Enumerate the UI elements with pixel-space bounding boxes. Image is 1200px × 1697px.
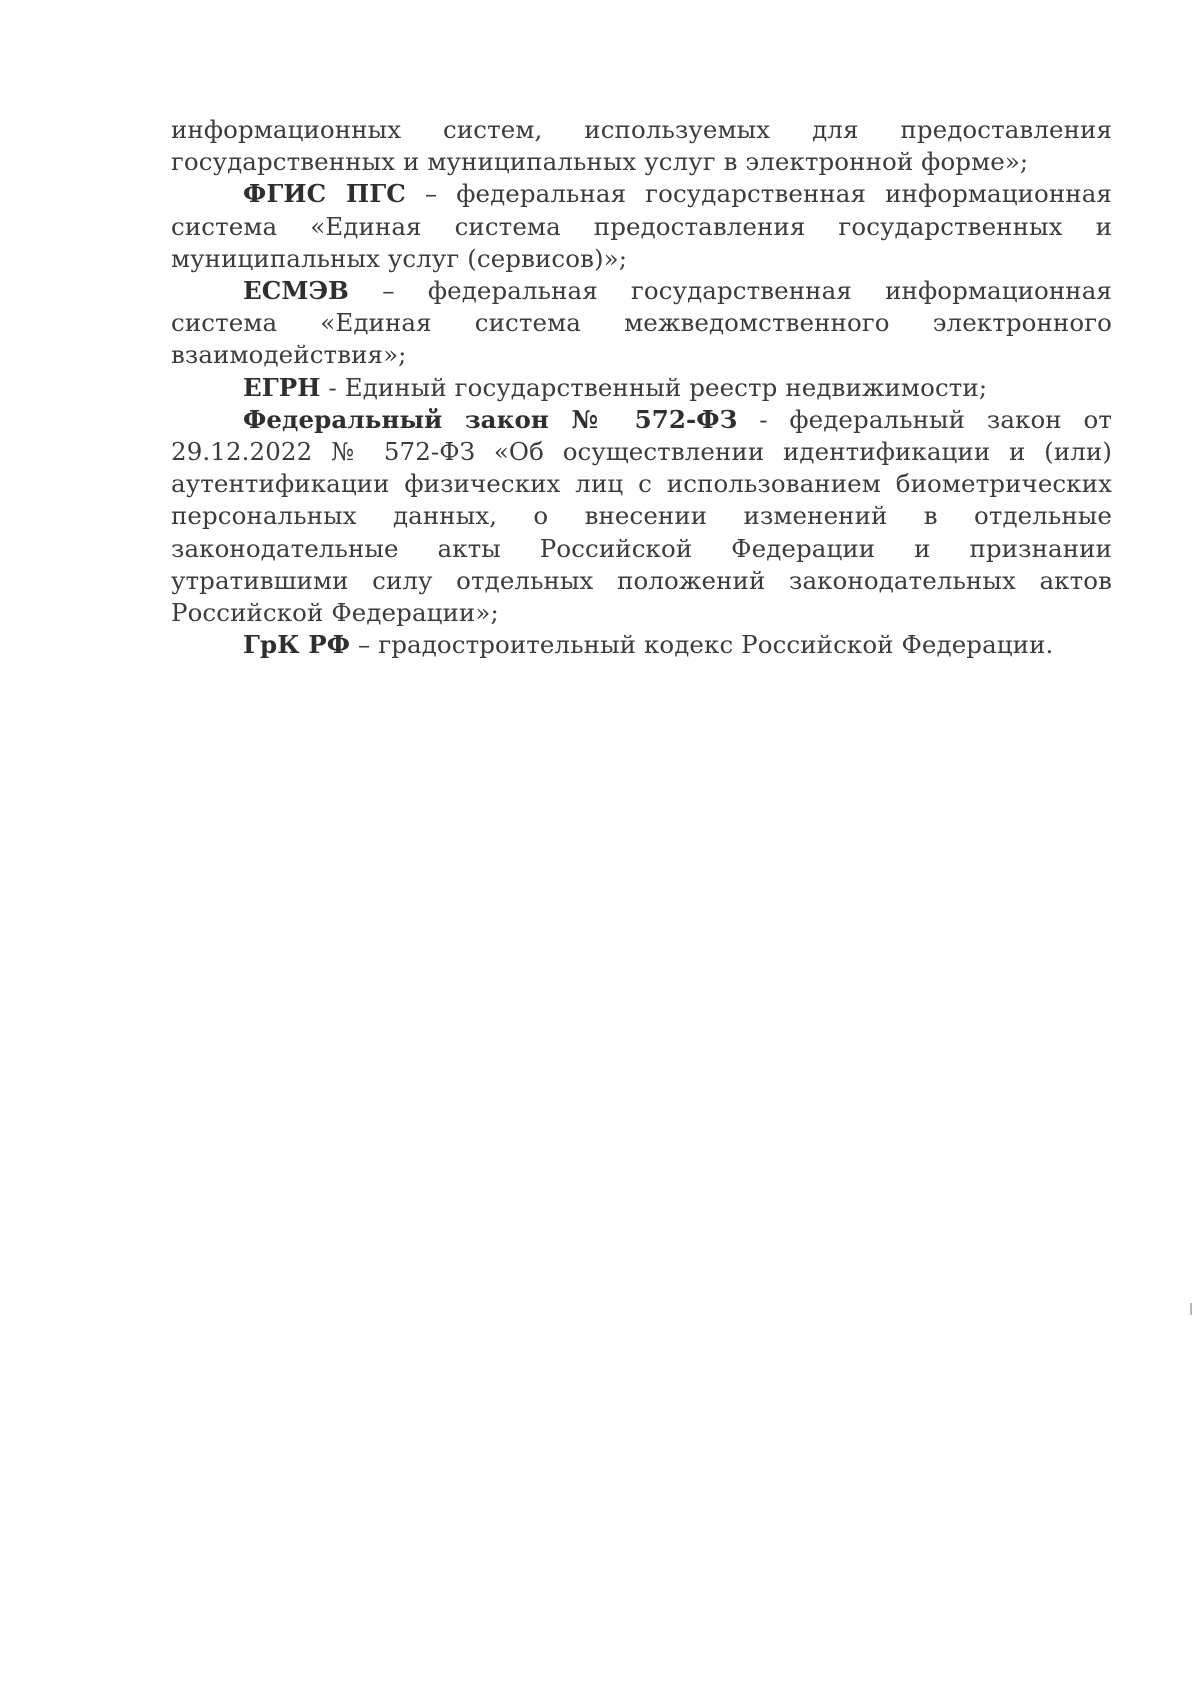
- definition-term: ФГИС ПГС: [243, 179, 406, 209]
- definition-grk-rf: [171, 629, 1112, 661]
- definition-text: Единый государственный реестр недвижимости;: [344, 372, 988, 402]
- definition-term: Федеральный закон № 572-ФЗ: [243, 404, 738, 434]
- definition-text: федеральная государственная информационная система «Единая система предоставления государственных и муниципальных услуг (сервисов)»;: [171, 179, 1112, 273]
- definition-text: федеральная государственная информационная система «Единая система межведомственного электронного взаимодействия»;: [171, 276, 1112, 370]
- paragraph-text: информационных систем, используемых для предоставления государственных и муниципальных услуг в электронной форме»;: [171, 115, 1112, 177]
- definition-federal-law-572: [171, 404, 1112, 629]
- definition-separator: –: [350, 630, 379, 660]
- definition-text: градостроительный кодекс Российской Федерации.: [378, 630, 1054, 660]
- document-body: [171, 114, 1112, 661]
- definition-term: ЕСМЭВ: [243, 276, 349, 306]
- definition-term: ГрК РФ: [243, 630, 351, 660]
- definition-term: ЕГРН: [243, 372, 321, 402]
- definition-esmev: [171, 275, 1112, 372]
- definition-egrn: [171, 372, 1112, 404]
- definition-fgis-pgs: [171, 178, 1112, 275]
- paragraph-continuation: [171, 114, 1112, 178]
- definition-separator: –: [405, 179, 457, 209]
- scan-edge-mark: [1190, 1303, 1192, 1315]
- definition-separator: -: [737, 404, 790, 434]
- definition-separator: -: [320, 372, 345, 402]
- definition-separator: –: [349, 276, 428, 306]
- definition-text: федеральный закон от 29.12.2022 № 572-ФЗ «Об осуществлении идентификации и (или) аутентификации физических лиц с использованием биометрических персональных данных, о внесении изменений в отдельные законодательные акты Российской Федерации и признании утратившими силу отдельных положений законодательных актов Российской Федерации»;: [171, 404, 1113, 628]
